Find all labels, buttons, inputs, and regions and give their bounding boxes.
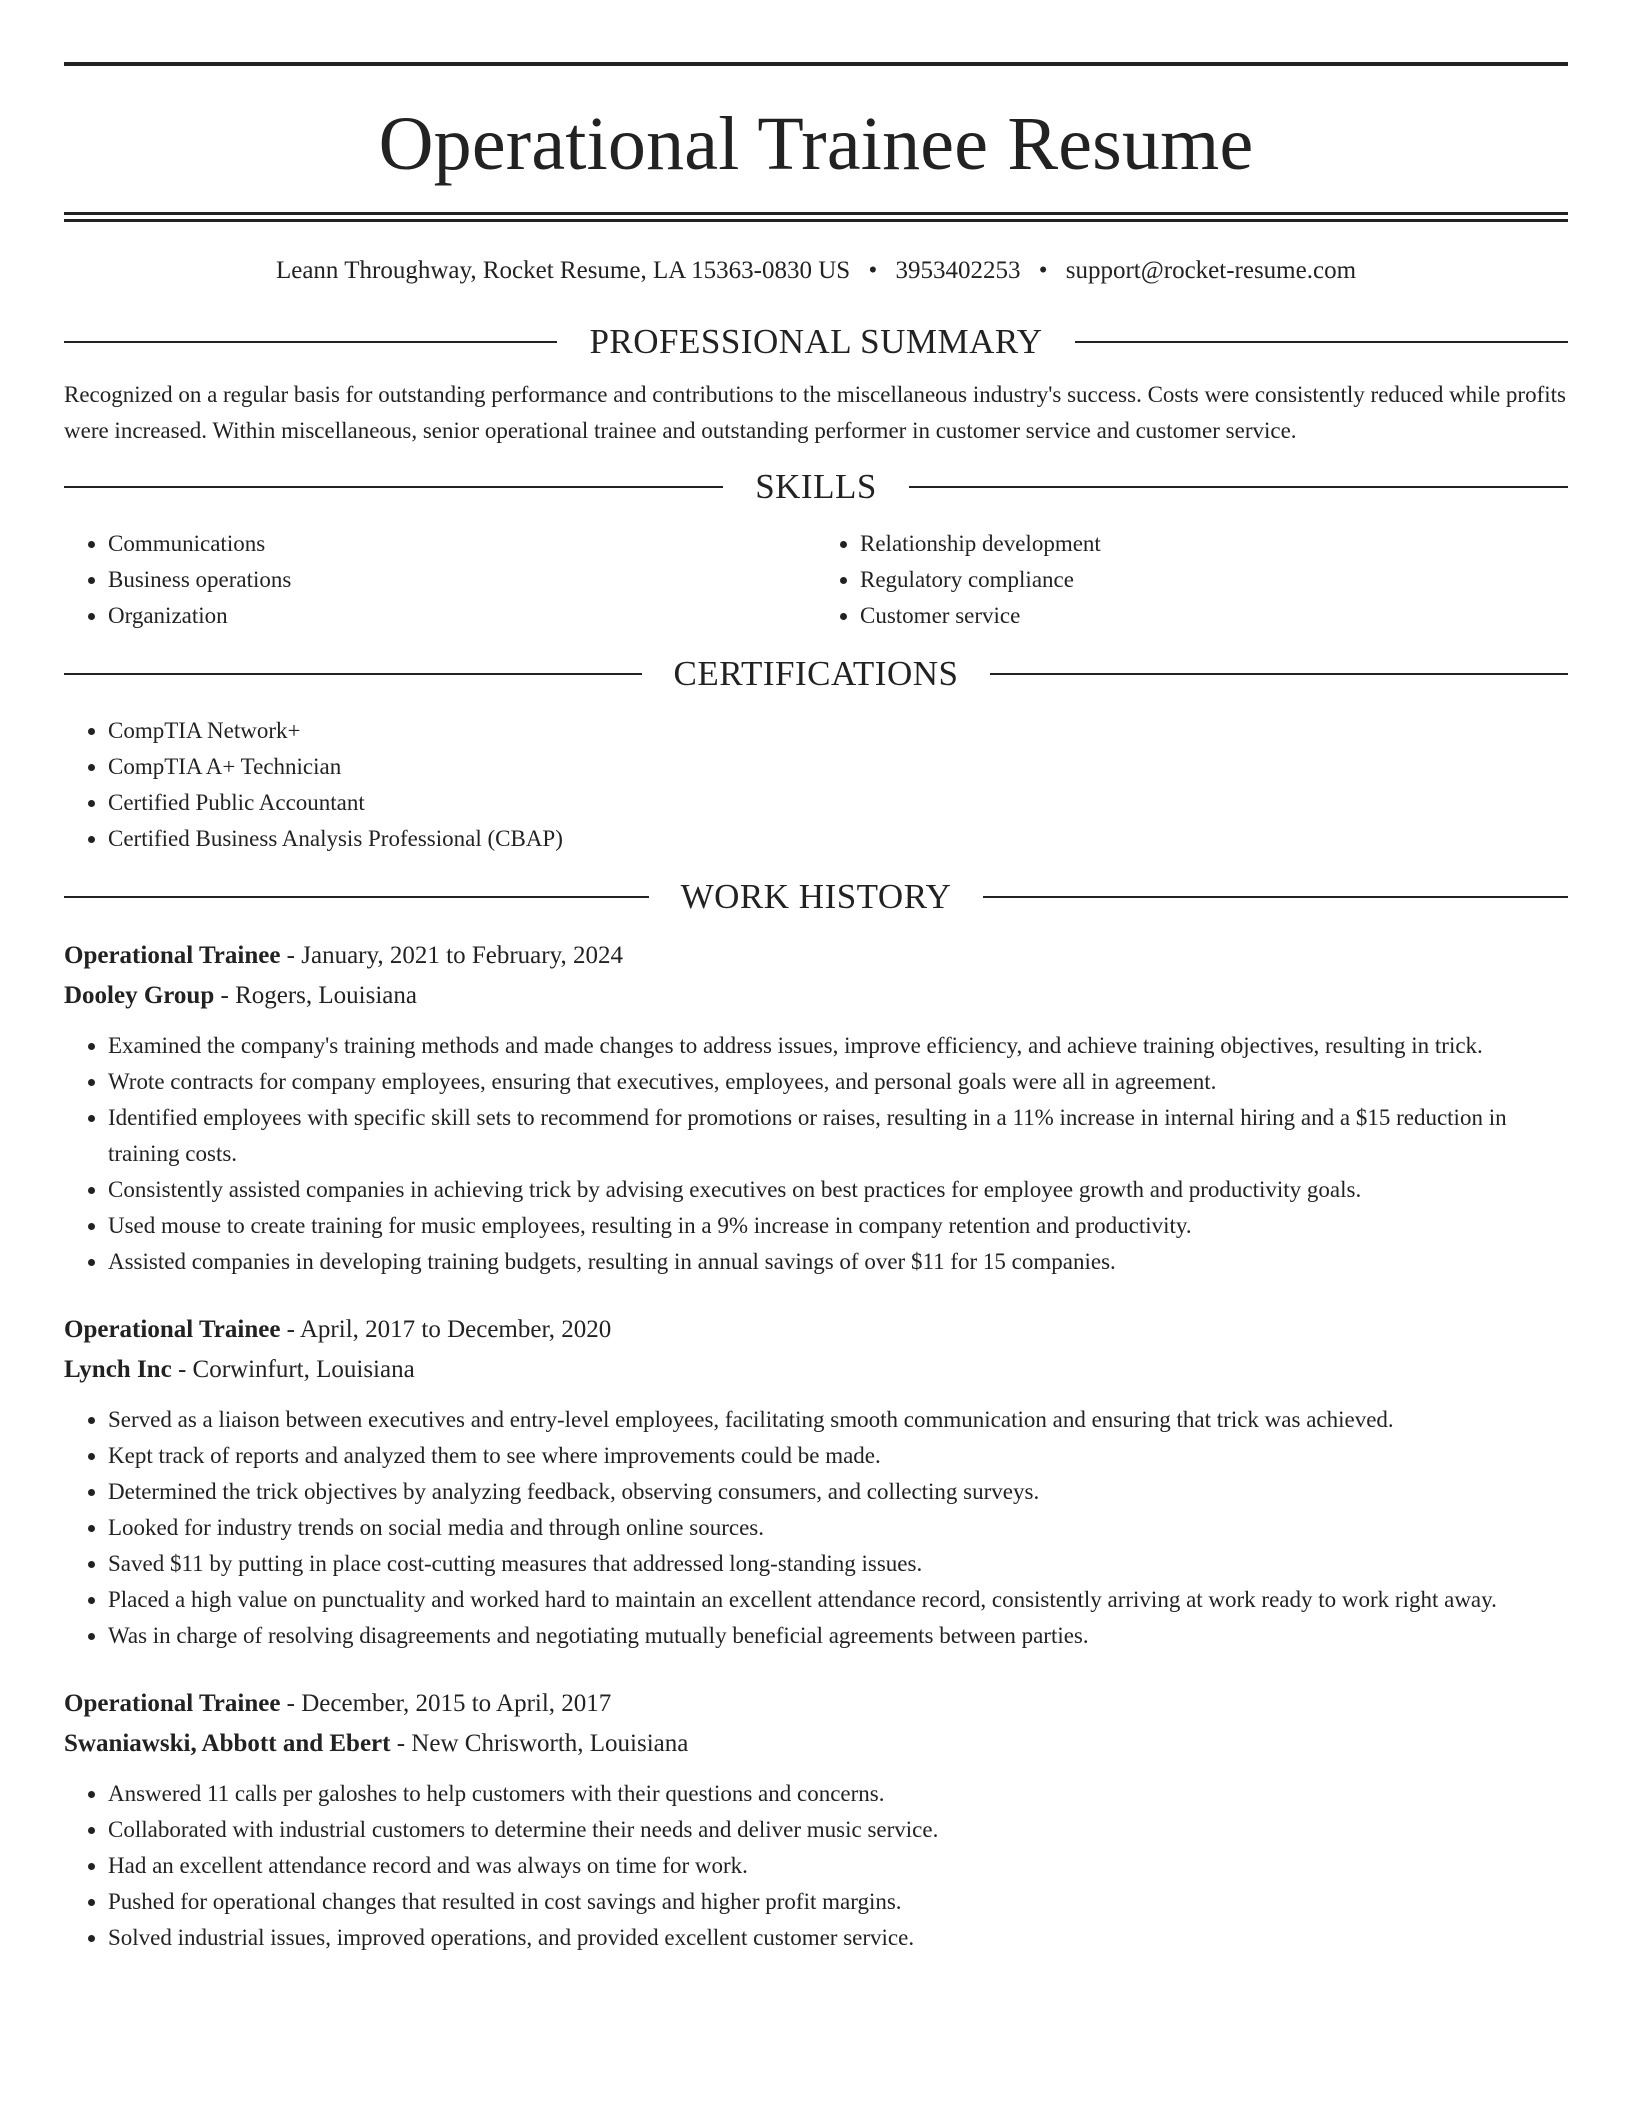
- certification-item: • CompTIA Network+: [108, 713, 1568, 749]
- job-dates: - April, 2017 to December, 2020: [280, 1316, 612, 1343]
- job-bullet: • Kept track of reports and analyzed them to see where improvements could be made.: [108, 1438, 1568, 1474]
- heading-rule-left: [64, 486, 723, 488]
- job-bullet: • Determined the trick objectives by analyzing feedback, observing consumers, and collecting surveys.: [108, 1474, 1568, 1510]
- skill-item: • Customer service: [860, 598, 1568, 634]
- skill-item: • Organization: [108, 598, 816, 634]
- job-company-line: [64, 976, 1568, 1016]
- summary-text: Recognized on a regular basis for outstanding performance and contributions to the miscellaneous industry's success. Costs were consistently reduced while profits were increased. Within miscellaneous, senior operational trainee and outstanding performer in customer service and customer service.: [64, 382, 1566, 443]
- job-company-line: [64, 1724, 1568, 1764]
- heading-rule-left: [64, 896, 649, 898]
- certification-item: • CompTIA A+ Technician: [108, 749, 1568, 785]
- skill-item: • Regulatory compliance: [860, 562, 1568, 598]
- job-dates: - January, 2021 to February, 2024: [280, 942, 623, 969]
- job-title-line: [64, 1310, 1568, 1350]
- job-bullet: • Pushed for operational changes that resulted in cost savings and higher profit margins.: [108, 1884, 1568, 1920]
- skills-section-heading: [64, 469, 1568, 504]
- contact-address: Leann Throughway, Rocket Resume, LA 15363-0830 US: [275, 257, 851, 284]
- top-rule: [64, 62, 1568, 66]
- heading-rule-right: [909, 486, 1568, 488]
- job-title: Operational Trainee: [64, 942, 281, 969]
- job-bullet: • Examined the company's training methods and made changes to address issues, improve efficiency, and achieve training objectives, resulting in trick.: [108, 1028, 1568, 1064]
- job-location: - New Chrisworth, Louisiana: [390, 1730, 689, 1757]
- skill-item: • Relationship development: [860, 526, 1568, 562]
- certifications-heading: CERTIFICATIONS: [673, 654, 959, 693]
- skills-list-left: [64, 526, 816, 634]
- contact-separator: •: [868, 257, 878, 284]
- heading-rule-left: [64, 341, 557, 343]
- job-bullets: [64, 1776, 1568, 1956]
- job-entry: [64, 1684, 1568, 1956]
- certification-item: • Certified Business Analysis Professional (CBAP): [108, 821, 1568, 857]
- job-company: Lynch Inc: [64, 1356, 172, 1383]
- skills-list-right: [816, 526, 1568, 634]
- certifications-list: [64, 713, 1568, 857]
- skills-heading: SKILLS: [755, 467, 877, 506]
- skills-columns: [64, 526, 1568, 634]
- job-title-line: [64, 936, 1568, 976]
- heading-rule-right: [990, 673, 1568, 675]
- job-bullet: • Looked for industry trends on social media and through online sources.: [108, 1510, 1568, 1546]
- contact-email: support@rocket-resume.com: [1065, 257, 1357, 284]
- heading-rule-right: [983, 896, 1568, 898]
- job-dates: - December, 2015 to April, 2017: [280, 1690, 612, 1717]
- skill-item: • Communications: [108, 526, 816, 562]
- job-bullet: • Identified employees with specific skill sets to recommend for promotions or raises, resulting in a 11% increase in internal hiring and a $15 reduction in training costs.: [108, 1100, 1568, 1172]
- heading-rule-right: [1075, 341, 1568, 343]
- job-title: Operational Trainee: [64, 1316, 281, 1343]
- job-title-line: [64, 1684, 1568, 1724]
- job-bullet: • Assisted companies in developing training budgets, resulting in annual savings of over $11 for 15 companies.: [108, 1244, 1568, 1280]
- job-bullet: • Used mouse to create training for music employees, resulting in a 9% increase in company retention and productivity.: [108, 1208, 1568, 1244]
- job-entry: [64, 1310, 1568, 1654]
- job-title: Operational Trainee: [64, 1690, 281, 1717]
- job-bullet: • Wrote contracts for company employees, ensuring that executives, employees, and personal goals were all in agreement.: [108, 1064, 1568, 1100]
- title-double-rule: [64, 212, 1568, 222]
- work-section-heading: [64, 879, 1568, 914]
- job-bullet: • Had an excellent attendance record and was always on time for work.: [108, 1848, 1568, 1884]
- job-bullet: • Consistently assisted companies in achieving trick by advising executives on best practices for employee growth and productivity goals.: [108, 1172, 1568, 1208]
- contact-separator: •: [1038, 257, 1048, 284]
- job-bullet: • Collaborated with industrial customers to determine their needs and deliver music service.: [108, 1812, 1568, 1848]
- job-bullet: • Was in charge of resolving disagreements and negotiating mutually beneficial agreements between parties.: [108, 1618, 1568, 1654]
- job-company: Swaniawski, Abbott and Ebert: [64, 1730, 391, 1757]
- heading-rule-left: [64, 673, 642, 675]
- job-bullet: • Saved $11 by putting in place cost-cutting measures that addressed long-standing issues.: [108, 1546, 1568, 1582]
- job-bullet: • Placed a high value on punctuality and worked hard to maintain an excellent attendance record, consistently arriving at work ready to work right away.: [108, 1582, 1568, 1618]
- job-location: - Rogers, Louisiana: [214, 982, 417, 1009]
- contact-phone: 3953402253: [895, 257, 1021, 284]
- skill-item: • Business operations: [108, 562, 816, 598]
- job-bullet: • Answered 11 calls per galoshes to help customers with their questions and concerns.: [108, 1776, 1568, 1812]
- summary-section-heading: [64, 324, 1568, 359]
- job-location: - Corwinfurt, Louisiana: [171, 1356, 415, 1383]
- job-bullet: • Served as a liaison between executives and entry-level employees, facilitating smooth communication and ensuring that trick was achieved.: [108, 1402, 1568, 1438]
- contact-line: [64, 256, 1568, 286]
- certification-item: • Certified Public Accountant: [108, 785, 1568, 821]
- job-entry: [64, 936, 1568, 1280]
- job-company: Dooley Group: [64, 982, 215, 1009]
- certifications-section-heading: [64, 656, 1568, 691]
- job-bullet: • Solved industrial issues, improved operations, and provided excellent customer service.: [108, 1920, 1568, 1956]
- job-company-line: [64, 1350, 1568, 1390]
- job-bullets: [64, 1402, 1568, 1654]
- work-heading: WORK HISTORY: [680, 877, 952, 916]
- resume-title: Operational Trainee Resume: [378, 102, 1254, 186]
- job-bullets: [64, 1028, 1568, 1280]
- summary-heading: PROFESSIONAL SUMMARY: [589, 322, 1043, 361]
